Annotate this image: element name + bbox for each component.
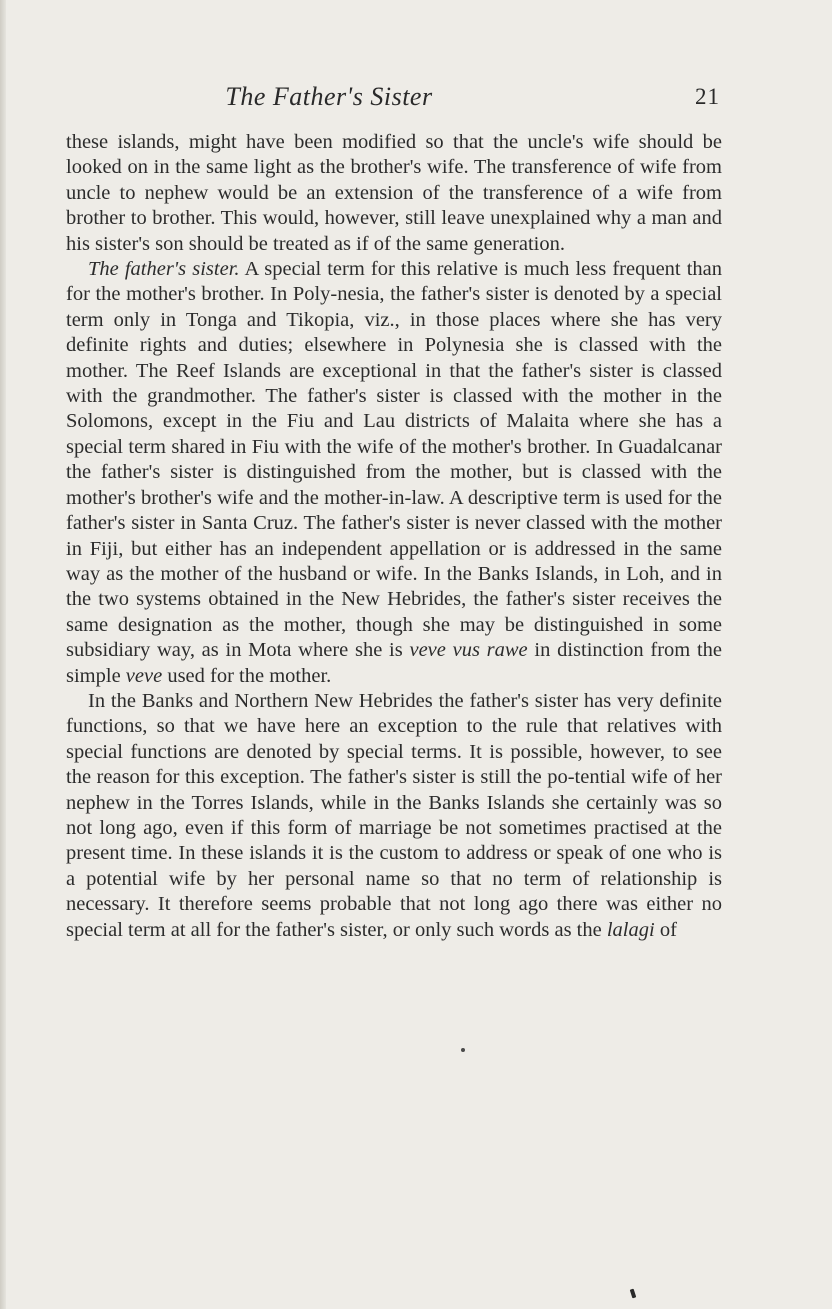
paragraph-2-text-b: in distinction from the simple xyxy=(66,639,722,687)
paragraph-2-text-c: used for the mother. xyxy=(162,664,332,687)
page-binding-edge xyxy=(0,0,6,1309)
term-lalagi: lalagi xyxy=(606,918,655,941)
paragraph-2-text-a: A special term for this relative is much less frequent than for the mother's brother. In Poly-nesia, the father's sister is denoted by a special term only in Tonga and Tikopia, viz., in those places where she has very definite rights and duties; elsewhere in Polynesia she is classed with the mother. The Reef Islands are exceptional in that the father's sister is classed with the grandmother. The father's sister is classed with the mother in the Solomons, except in the Fiu and Lau districts of Malaita where she has a special term shared in Fiu with the wife of the mother's brother. In Guadalcanar the father's sister is distinguished from the mother, but is classed with the mother's brother's wife and the mother-in-law. A descriptive term is used for the father's sister in Santa Cruz. The father's sister is never classed with the mother in Fiji, but either has an independent appellation or is addressed in the same way as the mother of the husband or wife. In the Banks Islands, in Loh, and in the two systems obtained in the New Hebrides, the father's sister receives the same designation as the mother, though she may be distinguished in some subsidiary way, as in Mota where she is xyxy=(66,258,722,662)
paragraph-banks-hebrides xyxy=(66,689,722,943)
section-heading-fathers-sister: The father's sister. xyxy=(88,258,240,281)
paragraph-1-text: these islands, might have been modified so that the uncle's wife should be looked on in the same light as the brother's wife. The transference of wife from uncle to nephew would be an extension of the transference of a wife from brother to brother. This would, however, still leave unexplained why a man and his sister's son should be treated as if of the same generation. xyxy=(66,131,722,255)
term-veve-vus-rawe: veve vus rawe xyxy=(409,639,528,662)
paragraph-fathers-sister xyxy=(66,257,722,689)
running-header xyxy=(66,82,720,116)
paragraph-3-text-a: In the Banks and Northern New Hebrides the father's sister has very definite functions, so that we have here an exception to the rule that relatives with special functions are denoted by special terms. It is possible, however, to see the reason for this exception. The father's sister is still the po-tential wife of her nephew in the Torres Islands, while in the Banks Islands she certainly was so not long ago, even if this form of marriage be not sometimes practised at the present time. In these islands it is the custom to address or speak of one who is a potential wife by her personal name so that no term of relationship is necessary. It therefore seems probable that not long ago there was either no special term at all for the father's sister, or only such words as the xyxy=(66,689,722,941)
term-veve: veve xyxy=(125,664,163,687)
page-number: 21 xyxy=(695,84,720,109)
running-title: The Father's Sister xyxy=(225,82,433,111)
paragraph-3-text-b: of xyxy=(654,918,677,941)
ink-mark xyxy=(630,1289,637,1299)
body-text xyxy=(66,130,722,943)
paragraph-continuation xyxy=(66,130,722,257)
ink-speck xyxy=(461,1048,465,1052)
